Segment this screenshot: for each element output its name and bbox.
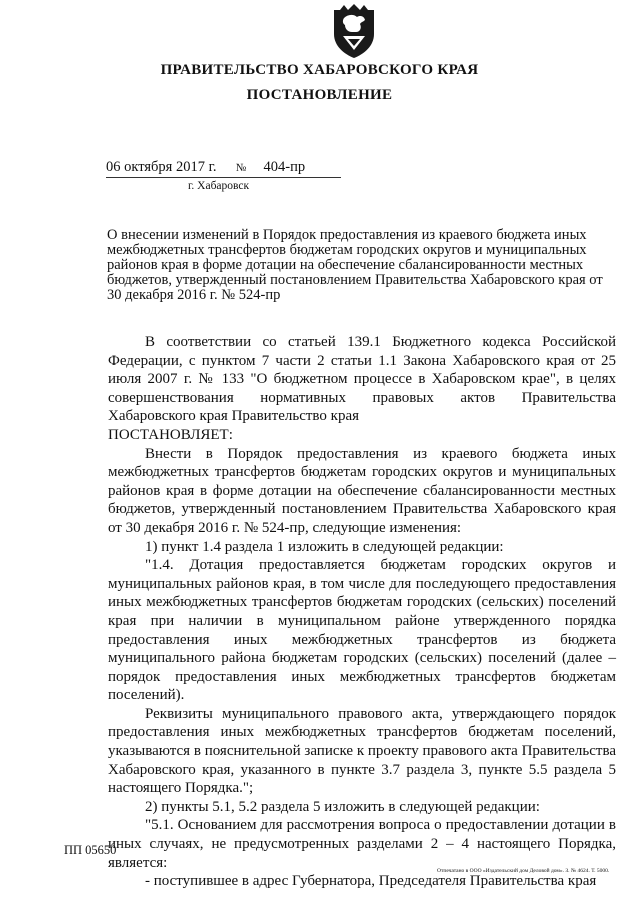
document-number: 404-пр [263,159,306,175]
document-date: 06 октября 2017 г. [106,159,217,175]
body-paragraph-5-1: "5.1. Основанием для рассмотрения вопроса о предоставлении дотации в иных случаях, не предусмотренных разделами 2 – 4 настоящего Порядка, является: [108,817,616,871]
city-label: г. Хабаровск [188,180,250,192]
body-paragraph-item1: 1) пункт 1.4 раздела 1 изложить в следующей редакции: [145,538,504,555]
document-subject-title: О внесении изменений в Порядок предоставления из краевого бюджета иных межбюджетных трансфертов бюджетам городских округов и муниципальных районов края в форме дотации на обеспечение сбалансированности местных бюджетов, утвержденный постановлением Правительства Хабаровского края от 30 декабря 2016 г. № 524-пр [107,227,603,303]
document-type-title: ПОСТАНОВЛЕНИЕ [246,87,393,103]
body-paragraph-requisites: Реквизиты муниципального правового акта, утверждающего порядок предоставления иных межбюджетных трансфертов бюджетам поселений, указываются в пояснительной записке к проекту правового акта Правительства Хабаровского края, указанного в пункте 3.7 раздела 3, пункте 5.5 раздела 5 настоящего Порядка."; [108,705,616,797]
government-title: ПРАВИТЕЛЬСТВО ХАБАРОВСКОГО КРАЯ [160,62,479,78]
printer-note: Отпечатано в ООО «Издательский дом Деловой дом». З. № 4624. Т. 5000. [437,868,610,874]
document-body [108,333,616,891]
body-resolves: ПОСТАНОВЛЯЕТ: [108,426,233,443]
body-paragraph-1-4: "1.4. Дотация предоставляется бюджетам городских округов и муниципальных районов края, в том числе для последующего предоставления иных межбюджетных трансфертов бюджетам городских (сельских) поселений края при наличии в муниципальном районе утвержденного порядка предоставления иных межбюджетных трансфертов из бюджета муниципального района бюджетам городских (сельских) поселений (далее – порядок предоставления иных межбюджетных трансфертов бюджетам поселений). [108,557,616,704]
body-paragraph-basis: В соответствии со статьей 139.1 Бюджетного кодекса Российской Федерации, с пунктом 7 части 2 статьи 1.1 Закона Хабаровского края от 25 июля 2007 г. № 133 "О бюджетном процессе в Хабаровском крае", в целях совершенствования нормативных правовых актов Правительства Хабаровского края Правительство края [108,334,616,425]
body-paragraph-item2: 2) пункты 5.1, 5.2 раздела 5 изложить в следующей редакции: [145,798,540,815]
date-underline [106,177,341,178]
body-paragraph-amend: Внести в Порядок предоставления из краевого бюджета иных межбюджетных трансфертов бюджетам городских округов и муниципальных районов края в форме дотации на обеспечение сбалансированности местных бюджетов, утвержденный постановлением Правительства Хабаровского края от 30 декабря 2016 г. № 524-пр, следующие изменения: [108,445,616,536]
khabarovsk-emblem-icon [326,4,382,60]
date-number-line [106,159,305,176]
document-code: ПП 05650 [64,843,117,857]
body-paragraph-governor: - поступившее в адрес Губернатора, Председателя Правительства края [145,873,597,890]
number-label: № [235,162,247,174]
